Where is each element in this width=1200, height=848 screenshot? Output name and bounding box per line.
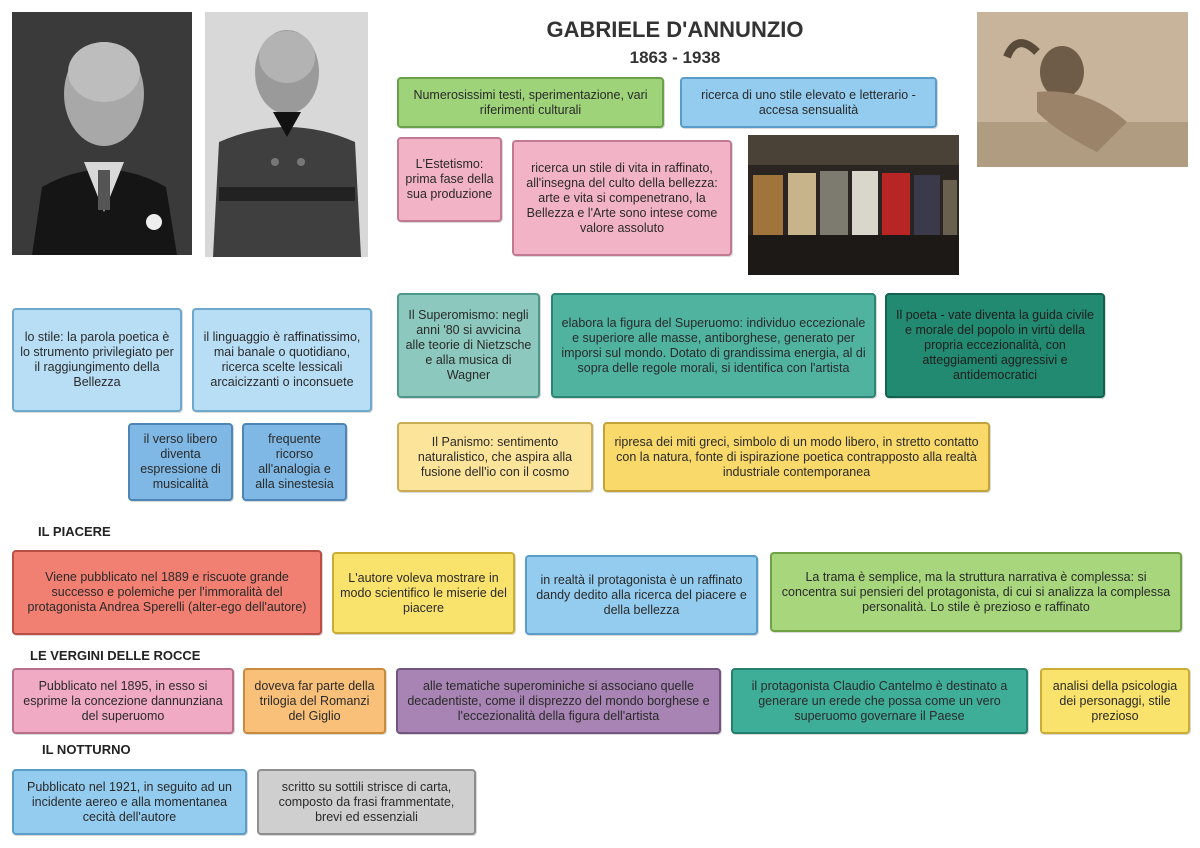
portrait-photo-uniform [205,12,368,257]
beach-portrait-photo [977,12,1188,167]
language-verse-box: il verso libero diventa espressione di musicalità [128,423,233,501]
language-lexicon-box: il linguaggio è raffinatissimo, mai banale o quotidiano, ricerca scelte lessicali arcaicizzanti o inconsuete [192,308,372,412]
vergini-trilogy-box: doveva far parte della trilogia del Romanzi del Giglio [243,668,386,734]
notturno-form-box: scritto su sottili strisce di carta, composto da frasi frammentate, brevi ed essenziali [257,769,476,835]
vergini-pub-box: Pubblicato nel 1895, in esso si esprime la concezione dannunziana del superuomo [12,668,234,734]
section-heading-piacere: IL PIACERE [38,524,111,539]
superomismo-figure-box: elabora la figura del Superuomo: individuo eccezionale e superiore alle masse, antiborghese, generato per imporsi sul mondo. Dotato di grandissima energia, al di sopra delle regole morali, si identifica con l'artista [551,293,876,398]
piacere-aim-box: L'autore voleva mostrare in modo scientifico le miserie del piacere [332,552,515,634]
section-heading-notturno: IL NOTTURNO [42,742,131,757]
piacere-pub-box: Viene pubblicato nel 1889 e riscuote grande successo e polemiche per l'immoralità del protagonista Andrea Sperelli (alter-ego dell'autore) [12,550,322,635]
superomismo-poet-box: Il poeta - vate diventa la guida civile e morale del popolo in virtù della propria eccezionalità, con atteggiamenti aggressivi e antidemocratici [885,293,1105,398]
life-years: 1863 - 1938 [629,48,721,67]
piacere-plot-box: La trama è semplice, ma la struttura narrativa è complessa: si concentra sui pensieri del protagonista, di cui si analizza la complessa personalità. Lo stile è prezioso e raffinato [770,552,1182,632]
overview-works-box: Numerosissimi testi, sperimentazione, vari riferimenti culturali [397,77,664,128]
vergini-themes-box: alle tematiche superominiche si associano quelle decadentiste, come il disprezzo del mondo borghese e l'eccezionalità della figura dell'artista [396,668,721,734]
museum-clothes-photo [748,135,959,275]
vergini-analysis-box: analisi della psicologia dei personaggi, stile prezioso [1040,668,1190,734]
estetismo-label-box: L'Estetismo: prima fase della sua produzione [397,137,502,222]
language-style-box: lo stile: la parola poetica è lo strumento privilegiato per il raggiungimento della Bellezza [12,308,182,412]
page-title: GABRIELE D'ANNUNZIO [546,17,804,42]
vergini-hero-box: il protagonista Claudio Cantelmo è destinato a generare un erede che possa come un vero superuomo governare il Paese [731,668,1028,734]
piacere-hero-box: in realtà il protagonista è un raffinato dandy dedito alla ricerca del piacere e della bellezza [525,555,758,635]
portrait-photo-suit [12,12,192,255]
estetismo-desc-box: ricerca un stile di vita in raffinato, all'insegna del culto della bellezza: arte e vita si compenetrano, la Bellezza e l'Arte sono intese come valore assoluto [512,140,732,256]
superomismo-label-box: Il Superomismo: negli anni '80 si avvicina alle teorie di Nietzsche e alla musica di Wagner [397,293,540,398]
section-heading-vergini: LE VERGINI DELLE ROCCE [30,648,201,663]
panismo-label-box: Il Panismo: sentimento naturalistico, che aspira alla fusione dell'io con il cosmo [397,422,593,492]
panismo-desc-box: ripresa dei miti greci, simbolo di un modo libero, in stretto contatto con la natura, fonte di ispirazione poetica contrapposto alla realtà industriale contemporanea [603,422,990,492]
overview-style-box: ricerca di uno stile elevato e letterario - accesa sensualità [680,77,937,128]
language-analogy-box: frequente ricorso all'analogia e alla sinestesia [242,423,347,501]
notturno-pub-box: Pubblicato nel 1921, in seguito ad un incidente aereo e alla momentanea cecità dell'autore [12,769,247,835]
